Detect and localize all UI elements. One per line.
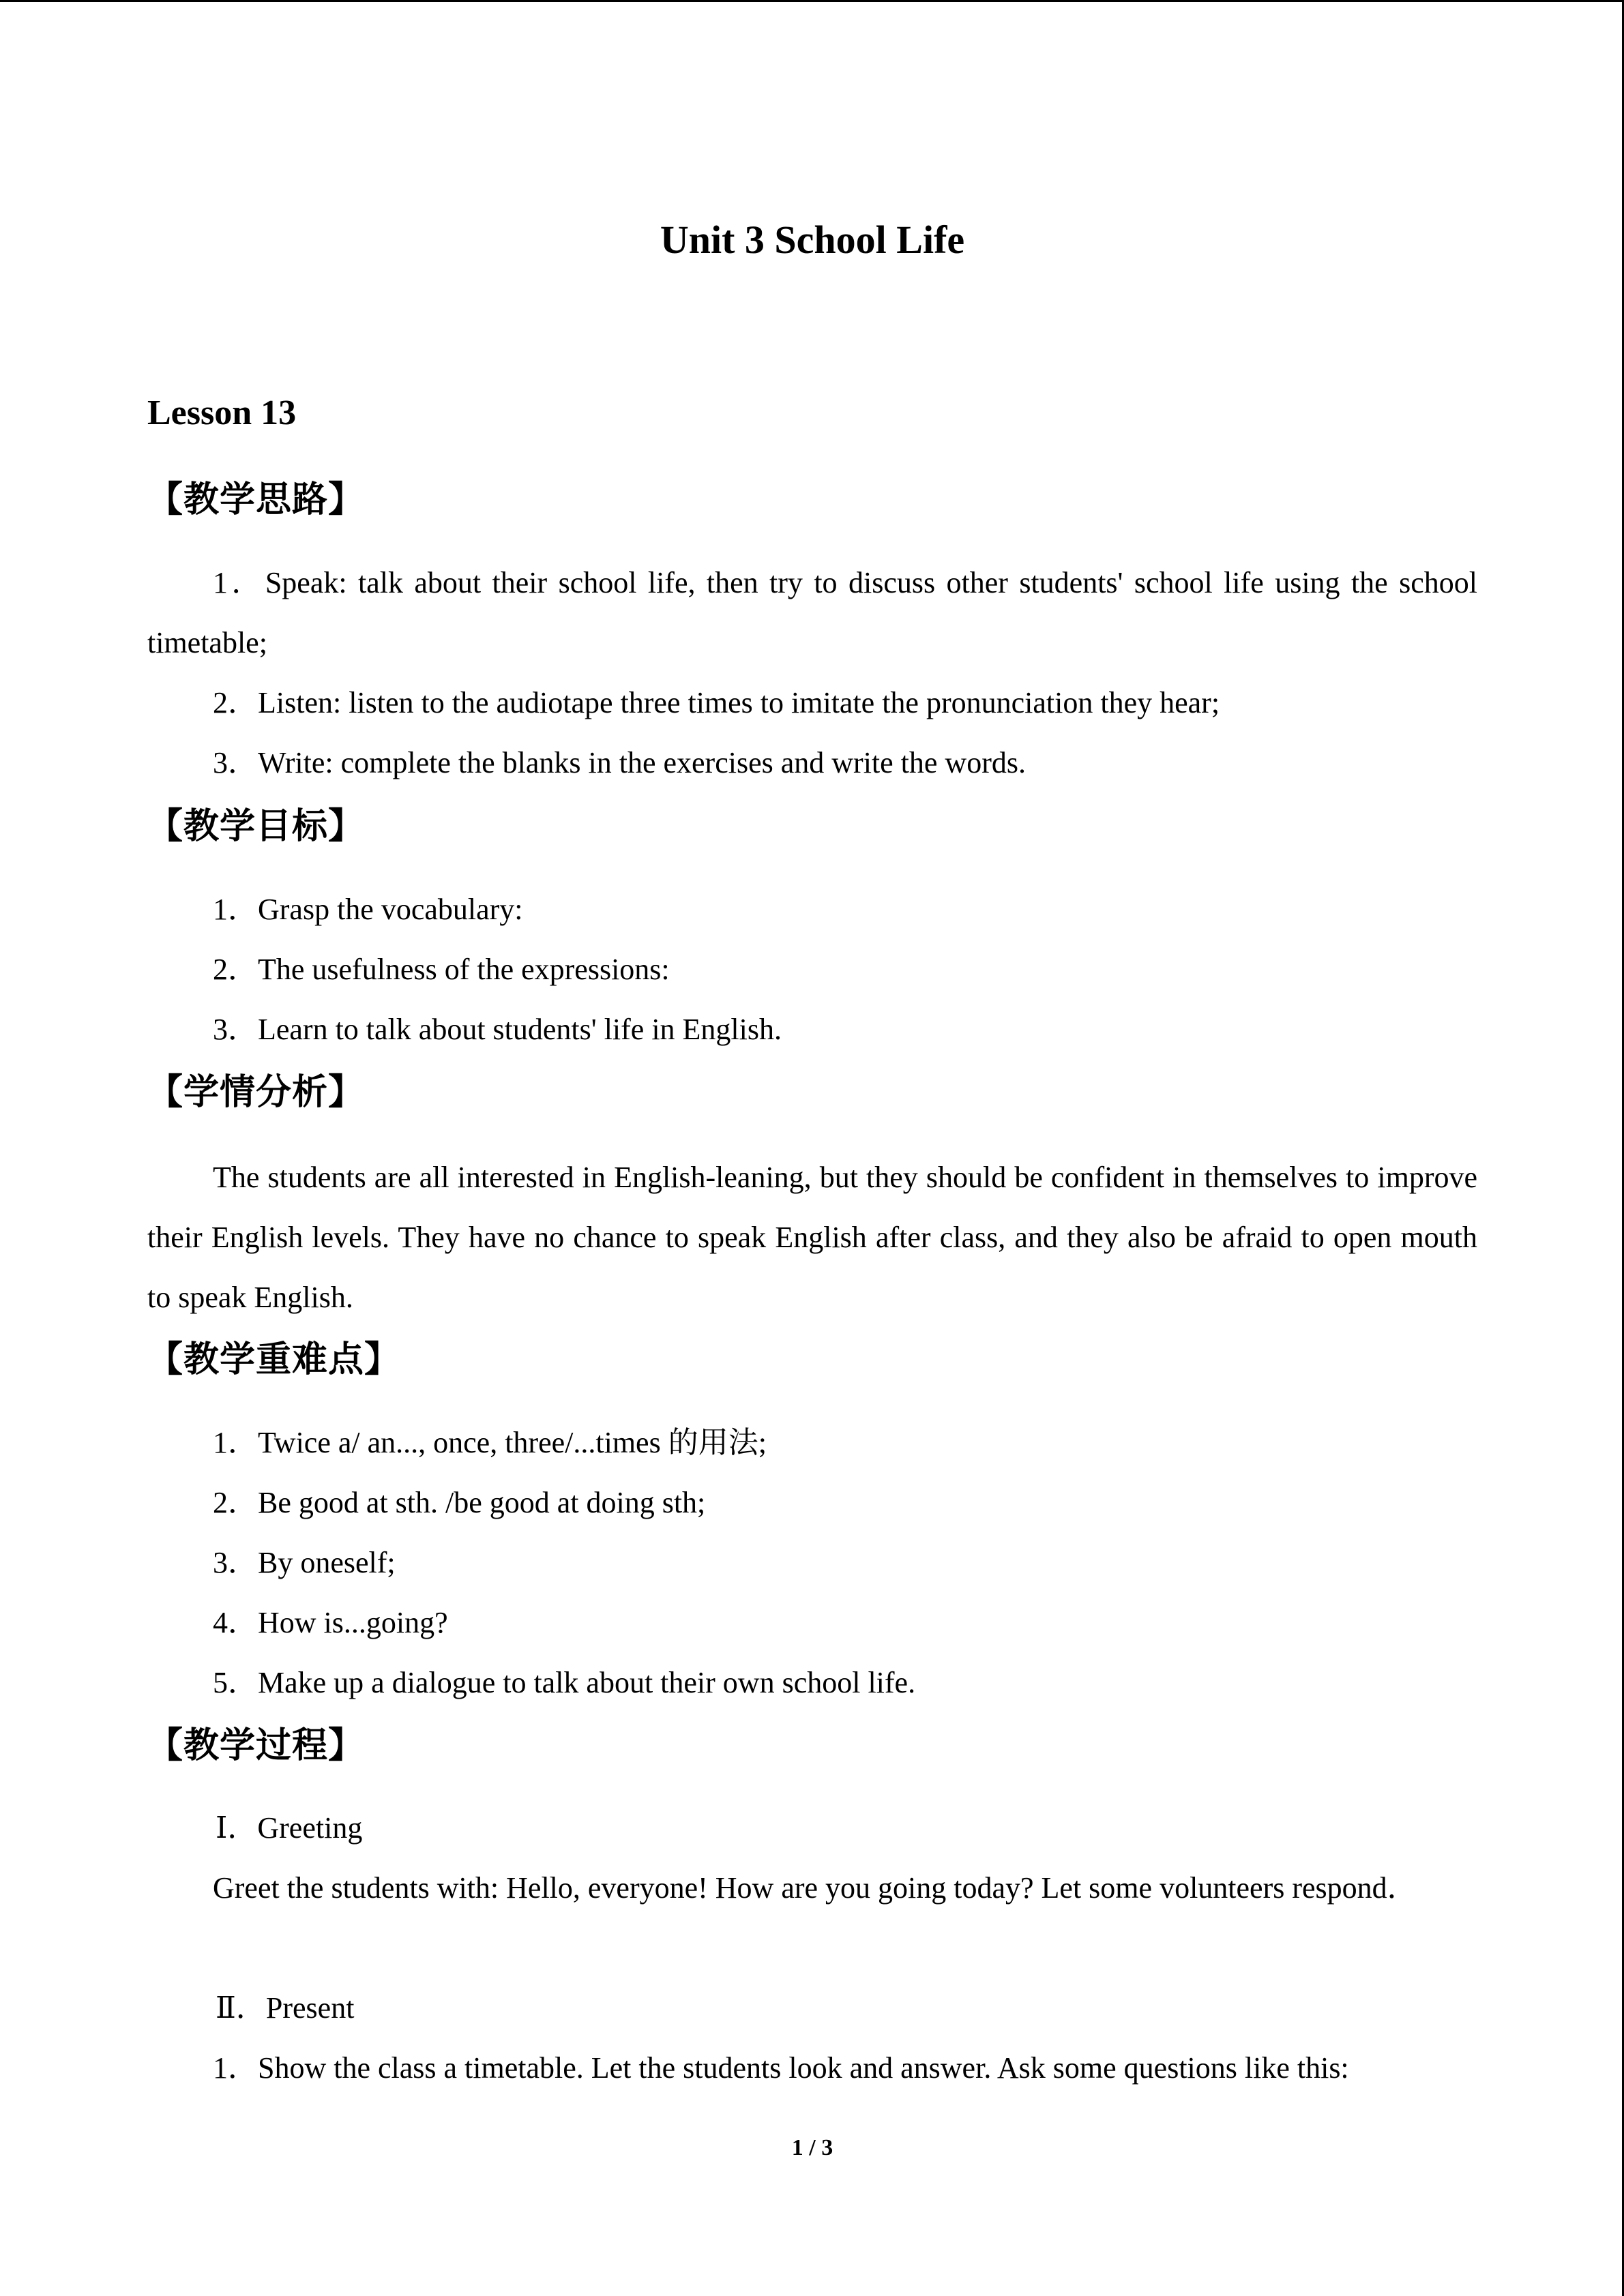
approach-item-1: 1．Speak: talk about their school life, then try to discuss other students' school life using the school timetable;	[147, 566, 1477, 659]
page-number: 1 / 3	[791, 2135, 833, 2160]
lesson-heading: Lesson 13	[147, 393, 297, 432]
section-heading-analysis: 【学情分析】	[147, 1072, 365, 1113]
key-points-item-5: 5．Make up a dialogue to talk about their own school life.	[213, 1666, 916, 1699]
process-step-1-text: Greet the students with: Hello, everyone! How are you going today? Let some volunteers respond．	[213, 1871, 1417, 1905]
section-heading-approach: 【教学思路】	[147, 479, 365, 520]
document-title: Unit 3 School Life	[660, 218, 965, 262]
process-step-2-item-1: 1．Show the class a timetable. Let the students look and answer. Ask some questions like this:	[213, 2051, 1349, 2085]
key-points-item-4: 4．How is...going?	[213, 1606, 448, 1639]
process-step-2-title: Ⅱ．Present	[216, 1991, 355, 2025]
section-heading-process: 【教学过程】	[147, 1725, 365, 1766]
analysis-paragraph: The students are all interested in English-leaning, but they should be confident in themselves to improve their English levels. They have no chance to speak English after class, and they also be afraid to open mouth to speak English.	[147, 1161, 1477, 1314]
key-points-item-1: 1．Twice a/ an..., once, three/...times 的用法;	[213, 1426, 767, 1459]
objectives-item-3: 3．Learn to talk about students' life in English.	[213, 1013, 782, 1046]
key-points-item-2: 2．Be good at sth. /be good at doing sth;	[213, 1486, 706, 1519]
key-points-item-3: 3．By oneself;	[213, 1546, 396, 1579]
approach-item-3: 3．Write: complete the blanks in the exercises and write the words.	[213, 746, 1026, 779]
approach-item-2: 2．Listen: listen to the audiotape three times to imitate the pronunciation they hear;	[213, 686, 1220, 719]
section-heading-objectives: 【教学目标】	[147, 806, 365, 847]
process-step-1-title: Ⅰ．Greeting	[216, 1811, 363, 1845]
section-heading-key-points: 【教学重难点】	[147, 1339, 401, 1380]
objectives-item-2: 2．The usefulness of the expressions:	[213, 953, 670, 986]
objectives-item-1: 1．Grasp the vocabulary:	[213, 893, 523, 926]
